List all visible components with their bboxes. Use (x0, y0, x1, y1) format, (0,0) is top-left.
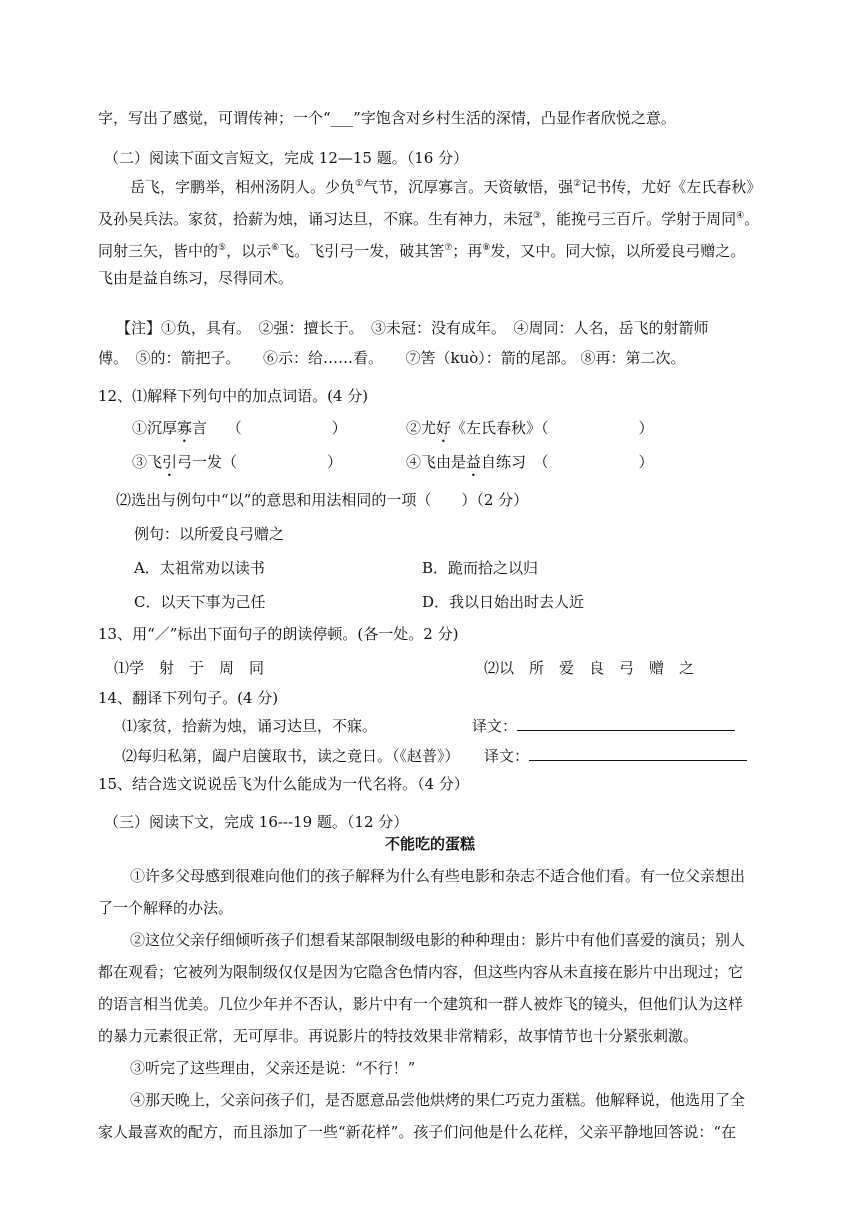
section2-heading: （二）阅读下面文言短文，完成 12—15 题。（16 分） (104, 149, 469, 167)
q12-option-c: C．以天下事为己任 (134, 593, 266, 611)
translation-blank[interactable] (529, 760, 747, 761)
q14-sentence-2: ⑵每归私第，阖户启箧取书，读之竟日。（《赵普》） (122, 747, 460, 765)
note-marker: ④ (736, 211, 745, 221)
passage-text: 及孙吴兵法。家贫，拾薪为烛，诵习达旦，不寐。生有神力，未冠 (98, 210, 534, 228)
passage-text: ；再 (452, 242, 483, 260)
previous-question-end (98, 108, 676, 128)
passage-text: 。 (744, 210, 760, 228)
q12-option-b: B．跪而拾之以归 (422, 559, 539, 577)
q14-stem: 14、翻译下列句子。(4 分) (98, 689, 279, 707)
item-text: ③飞 (132, 453, 163, 471)
passage-text: ，以示 (226, 242, 272, 260)
q13-sentence-2 (484, 658, 709, 678)
item-text: ④飞由是 (406, 453, 467, 471)
passage-text: 气节，沉厚寡言。天资敏悟，强 (363, 178, 574, 196)
q15-stem: 15、结合选文说说岳飞为什么能成为一代名将。（4 分） (98, 775, 469, 793)
article-para1-line2: 了一个解释的办法。 (98, 899, 234, 917)
notes-line-2: 傅。 ⑤的：箭把子。 ⑥示：给……看。 ⑦筈（kuò）：箭的尾部。 ⑧再：第二次。 (98, 349, 686, 367)
translation-blank[interactable] (517, 730, 735, 731)
item-text: ②尤 (406, 419, 437, 437)
item-text: 言 （ ） (192, 419, 347, 437)
notes-line-1: 【注】①负，具有。 ②强：擅长于。 ③未冠：没有成年。 ④周同：人名，岳飞的射箭师 (116, 319, 709, 337)
q12-sub2: ⑵选出与例句中“以”的意思和用法相同的一项（ ）（2 分） (116, 491, 529, 509)
translation-label: 译文： (484, 747, 530, 765)
q12-stem: 12、⑴解释下列句中的加点词语。(4 分) (98, 387, 369, 405)
article-title: 不能吃的蛋糕 (384, 835, 475, 853)
note-marker: ① (355, 179, 364, 189)
note-marker: ⑦ (444, 243, 453, 253)
passage-text: 记书传，尤好《左氏春秋》 (581, 178, 762, 196)
item-text: 弓一发（ ） (177, 453, 343, 471)
passage-text: 发，又中。同大惊，以所爱良弓赠之。 (490, 242, 746, 260)
q12-item-2 (406, 418, 654, 446)
section3-heading: （三）阅读下文，完成 16---19 题。（12 分） (104, 813, 409, 831)
article-para4-line1: ④那天晚上，父亲问孩子们，是否愿意品尝他烘烤的果仁巧克力蛋糕。他解释说，他选用了全 (130, 1091, 746, 1109)
article-para4-line2: 家人最喜欢的配方，而且添加了一些“新花样”。孩子们问他是什么花样，父亲平静地回答说：“在 (98, 1123, 737, 1141)
article-para2-line1: ②这位父亲仔细倾听孩子们想看某部限制级电影的种种理由：影片中有他们喜爱的演员；别人 (130, 931, 746, 949)
sentence-label: ⑵ (484, 659, 500, 677)
passage-text: 岳飞，字鹏举，相州汤阴人。少负 (130, 178, 356, 196)
note-marker: ⑧ (482, 243, 491, 253)
article-para2-line2: 都在观看；它被列为限制级仅仅是因为它隐含色情内容，但这些内容从未直接在影片中出现过；它 (98, 963, 744, 981)
q13-stem: 13、用“／”标出下面句子的朗读停顿。(各一处。2 分) (98, 625, 459, 643)
sentence-text: 以所爱良弓赠之 (499, 659, 710, 677)
q14-translation-1 (472, 716, 735, 736)
item-text: 《左氏春秋》（ ） (451, 419, 654, 437)
q14-sentence-1: ⑴家贫，拾薪为烛，诵习达旦，不寐。 (122, 717, 378, 735)
q12-item-3 (132, 452, 342, 480)
article-para2-line3: 的语言相当优美。几位少年并不否认，影片中有一个建筑和一群人被炸飞的镜头，但他们认为这样 (98, 995, 744, 1013)
passage-line-4: 飞由是益自练习，尽得同术。 (98, 269, 294, 287)
note-marker: ⑥ (271, 243, 280, 253)
q12-item-1 (132, 418, 347, 446)
q12-item-4 (406, 452, 654, 480)
q12-option-d: D．我以日始出时去人近 (422, 593, 585, 611)
item-text: ①沉厚 (132, 419, 178, 437)
q12-example: 例句：以所爱良弓赠之 (134, 525, 285, 543)
sentence-text: 学射于周同 (129, 659, 280, 677)
passage-text: 飞。飞引弓一发，破其筈 (279, 242, 445, 260)
passage-text: ，能挽弓三百斤。学射于周同 (541, 210, 737, 228)
passage-line-1 (130, 174, 761, 197)
passage-text: 同射三矢，皆中的 (98, 242, 219, 260)
article-para3: ③听完了这些理由，父亲还是说：“不行！” (130, 1059, 416, 1077)
article-para2-line4: 的暴力元素很正常，无可厚非。再说影片的特技效果非常精彩，故事情节也十分紧张刺激。 (98, 1027, 699, 1045)
q13-sentence-1 (114, 658, 279, 678)
item-text: 自练习 （ ） (481, 453, 654, 471)
note-marker: ⑤ (218, 243, 227, 253)
dotted-word: 益 (466, 453, 482, 471)
q14-translation-2 (484, 746, 747, 766)
passage-line-2 (98, 206, 759, 229)
q12-option-a: A．太祖常劝以读书 (134, 559, 265, 577)
note-marker: ③ (533, 211, 542, 221)
passage-line-3 (98, 238, 745, 261)
sentence-label: ⑴ (114, 659, 130, 677)
dotted-word: 好 (436, 419, 452, 437)
dotted-word: 寡 (177, 419, 193, 437)
dotted-word: 引 (162, 453, 178, 471)
prev-line-text: 字，写出了感觉，可谓传神；一个“___”字饱含对乡村生活的深情，凸显作者欣悦之意。 (98, 109, 676, 127)
article-para1-line1: ①许多父母感到很难向他们的孩子解释为什么有些电影和杂志不适合他们看。有一位父亲想出 (130, 867, 746, 885)
translation-label: 译文： (472, 717, 518, 735)
note-marker: ② (573, 179, 582, 189)
